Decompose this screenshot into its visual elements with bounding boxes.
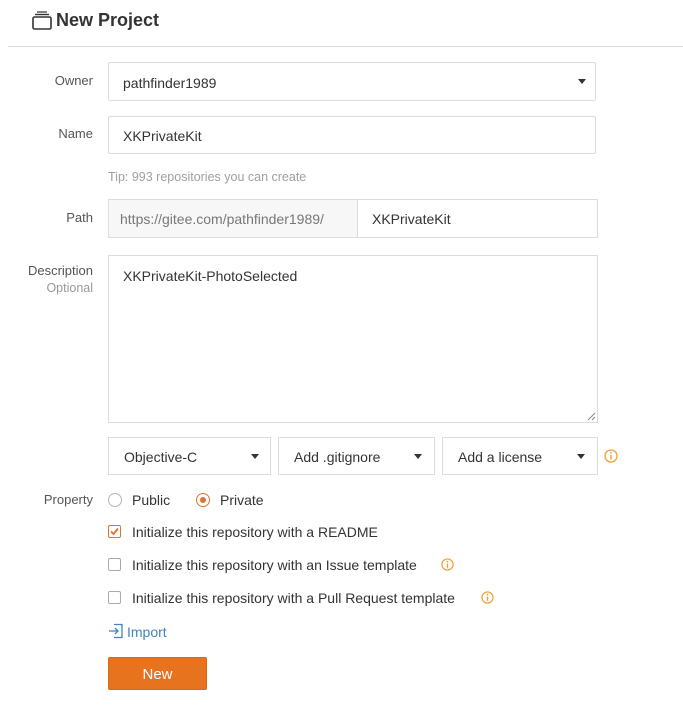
license-select[interactable] (442, 437, 598, 475)
info-icon[interactable] (604, 449, 618, 463)
name-tip: Tip: 993 repositories you can create (108, 170, 307, 184)
issue-template-checkbox[interactable] (108, 558, 121, 571)
pr-template-checkbox[interactable] (108, 591, 121, 604)
license-value: Add a license (458, 449, 543, 465)
page-header (8, 0, 683, 47)
chevron-down-icon (578, 79, 586, 84)
path-label: Path (66, 210, 93, 225)
path-prefix (108, 199, 358, 238)
gitignore-value: Add .gitignore (294, 449, 381, 465)
radio-private-circle[interactable] (196, 493, 210, 507)
chevron-down-icon (577, 454, 585, 459)
path-prefix-text: https://gitee.com/pathfinder1989/ (120, 211, 324, 227)
name-label: Name (58, 126, 93, 141)
name-value: XKPrivateKit (123, 128, 202, 144)
page-title: New Project (56, 10, 160, 30)
radio-public-circle[interactable] (108, 493, 122, 507)
readme-checkbox[interactable] (108, 525, 121, 538)
issue-template-checkbox-label: Initialize this repository with an Issue template (132, 557, 417, 573)
name-input[interactable] (108, 116, 596, 154)
description-label-text: Description (27, 263, 93, 278)
info-icon[interactable] (441, 558, 454, 571)
new-button[interactable]: New (108, 657, 207, 690)
path-value: XKPrivateKit (372, 211, 451, 227)
radio-public-label: Public (132, 492, 171, 508)
path-input[interactable] (357, 199, 598, 238)
language-value: Objective-C (124, 449, 198, 465)
pr-template-checkbox-label: Initialize this repository with a Pull Request template (132, 590, 455, 606)
owner-value: pathfinder1989 (123, 75, 217, 91)
info-icon[interactable] (481, 591, 494, 604)
radio-private-label: Private (220, 492, 264, 508)
import-icon (108, 623, 124, 639)
description-optional: Optional (46, 281, 93, 295)
import-label: Import (127, 624, 167, 640)
gitignore-select[interactable] (278, 437, 435, 475)
description-value: XKPrivateKit-PhotoSelected (123, 268, 298, 284)
description-label (28, 263, 93, 295)
chevron-down-icon (414, 454, 422, 459)
language-select[interactable] (108, 437, 271, 475)
check-icon (109, 526, 120, 537)
property-label: Property (43, 492, 93, 507)
repo-stack-icon (32, 11, 52, 31)
resize-grip-icon[interactable] (586, 411, 596, 421)
description-textarea[interactable] (108, 255, 598, 423)
owner-label: Owner (54, 73, 93, 88)
owner-select[interactable] (108, 62, 596, 101)
chevron-down-icon (251, 454, 259, 459)
readme-checkbox-label: Initialize this repository with a README (132, 524, 378, 540)
